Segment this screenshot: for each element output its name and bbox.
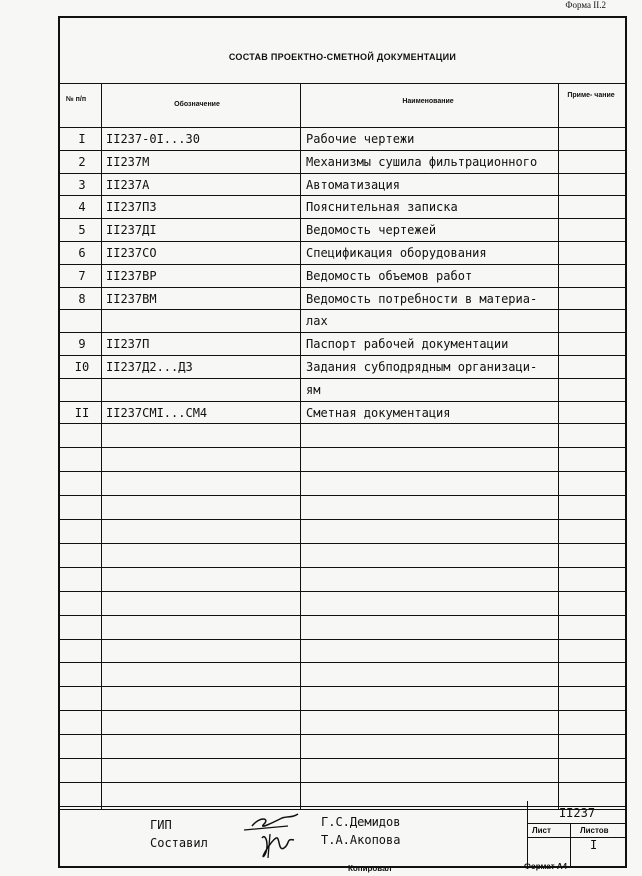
- row-line: [58, 639, 627, 640]
- row-designation: II237М: [106, 154, 150, 169]
- row-name: Ведомость потребности в материа-: [306, 291, 538, 306]
- row-line: [58, 447, 627, 448]
- column-line-name: [558, 83, 559, 809]
- row-line: [58, 710, 627, 711]
- stamp-sheet-line: [527, 837, 627, 838]
- signature-icon: [240, 808, 310, 863]
- row-line: [58, 591, 627, 592]
- row-line: [58, 543, 627, 544]
- row-designation: II237ДI: [106, 223, 157, 238]
- row-line: [58, 758, 627, 759]
- row-line: [58, 471, 627, 472]
- footer-copied: Копировал: [348, 864, 392, 873]
- row-designation: II237СО: [106, 246, 157, 260]
- row-name: Пояснительная записка: [306, 200, 458, 215]
- column-line-num: [101, 83, 102, 809]
- row-designation: II237А: [106, 177, 150, 192]
- header-name: Наименование: [402, 98, 454, 105]
- header-designation: Обозначение: [174, 101, 220, 108]
- row-line: [58, 332, 627, 333]
- row-line: [58, 495, 627, 496]
- row-number: I: [78, 132, 86, 146]
- row-line: [58, 195, 627, 196]
- row-line: [58, 734, 627, 735]
- row-line: [58, 173, 627, 174]
- row-line: [58, 287, 627, 288]
- row-number: 7: [78, 268, 86, 283]
- row-number: I0: [74, 360, 90, 374]
- row-number: 5: [78, 223, 86, 238]
- row-name: ям: [306, 382, 321, 397]
- row-line: [58, 662, 627, 663]
- row-name: Рабочие чертежи: [306, 132, 415, 146]
- row-name: Задания субподрядным организаци-: [306, 360, 538, 374]
- stamp-role-gip: ГИП: [150, 818, 172, 832]
- row-name: Паспорт рабочей документации: [306, 337, 509, 352]
- stamp-sheets-label: Листов: [580, 826, 609, 835]
- row-designation: II237Д2...Д3: [106, 360, 193, 374]
- row-number: 4: [78, 200, 86, 215]
- row-line: [58, 401, 627, 402]
- stamp-role-author: Составил: [150, 836, 208, 850]
- row-line: [58, 423, 627, 424]
- row-number: 3: [78, 177, 86, 192]
- row-line: [58, 378, 627, 379]
- header-note: Приме- чание: [567, 92, 615, 99]
- row-designation: II237ВР: [106, 268, 157, 283]
- row-number: 8: [78, 291, 86, 306]
- row-designation: II237ПЗ: [106, 200, 157, 215]
- stamp-sheet-divider: [570, 823, 571, 868]
- row-designation: II237СМI...СМ4: [106, 405, 208, 420]
- column-line-designation: [300, 83, 301, 809]
- stamp-person-gip: Г.С.Демидов: [321, 815, 401, 829]
- stamp-code-line: [527, 823, 627, 824]
- row-designation: II237ВМ: [106, 291, 157, 306]
- row-line: [58, 782, 627, 783]
- row-line: [58, 355, 627, 356]
- row-line: [58, 309, 627, 310]
- row-line: [58, 615, 627, 616]
- stamp-doc-code: II237: [558, 806, 596, 820]
- row-name: Автоматизация: [306, 177, 400, 192]
- stamp-sheets-value: I: [590, 838, 598, 852]
- stamp-person-author: Т.А.Акопова: [321, 833, 401, 847]
- row-designation: II237П: [106, 337, 150, 352]
- header-bottom-line: [58, 127, 627, 128]
- row-name: лах: [306, 314, 328, 329]
- header-num: № п/п: [65, 96, 87, 103]
- row-name: Ведомость объемов работ: [306, 268, 473, 283]
- row-number: II: [74, 405, 90, 420]
- document-title: СОСТАВ ПРОЕКТНО-СМЕТНОЙ ДОКУМЕНТАЦИИ: [228, 52, 457, 62]
- row-line: [58, 150, 627, 151]
- row-name: Механизмы сушила фильтрационного: [306, 154, 538, 169]
- header-top-line: [58, 83, 627, 84]
- row-line: [58, 686, 627, 687]
- footer-format: Формат А4: [524, 862, 568, 871]
- row-line: [58, 218, 627, 219]
- row-number: 9: [78, 337, 86, 352]
- row-number: 6: [78, 246, 86, 260]
- row-line: [58, 264, 627, 265]
- row-number: 2: [78, 154, 86, 169]
- row-name: Спецификация оборудования: [306, 246, 487, 260]
- row-line: [58, 567, 627, 568]
- row-line: [58, 241, 627, 242]
- row-name: Сметная документация: [306, 405, 451, 420]
- form-label: Форма II.2: [565, 0, 606, 10]
- stamp-sheet-label: Лист: [532, 826, 551, 835]
- row-designation: II237-0I...30: [106, 132, 200, 146]
- row-line: [58, 519, 627, 520]
- row-name: Ведомость чертежей: [306, 223, 437, 238]
